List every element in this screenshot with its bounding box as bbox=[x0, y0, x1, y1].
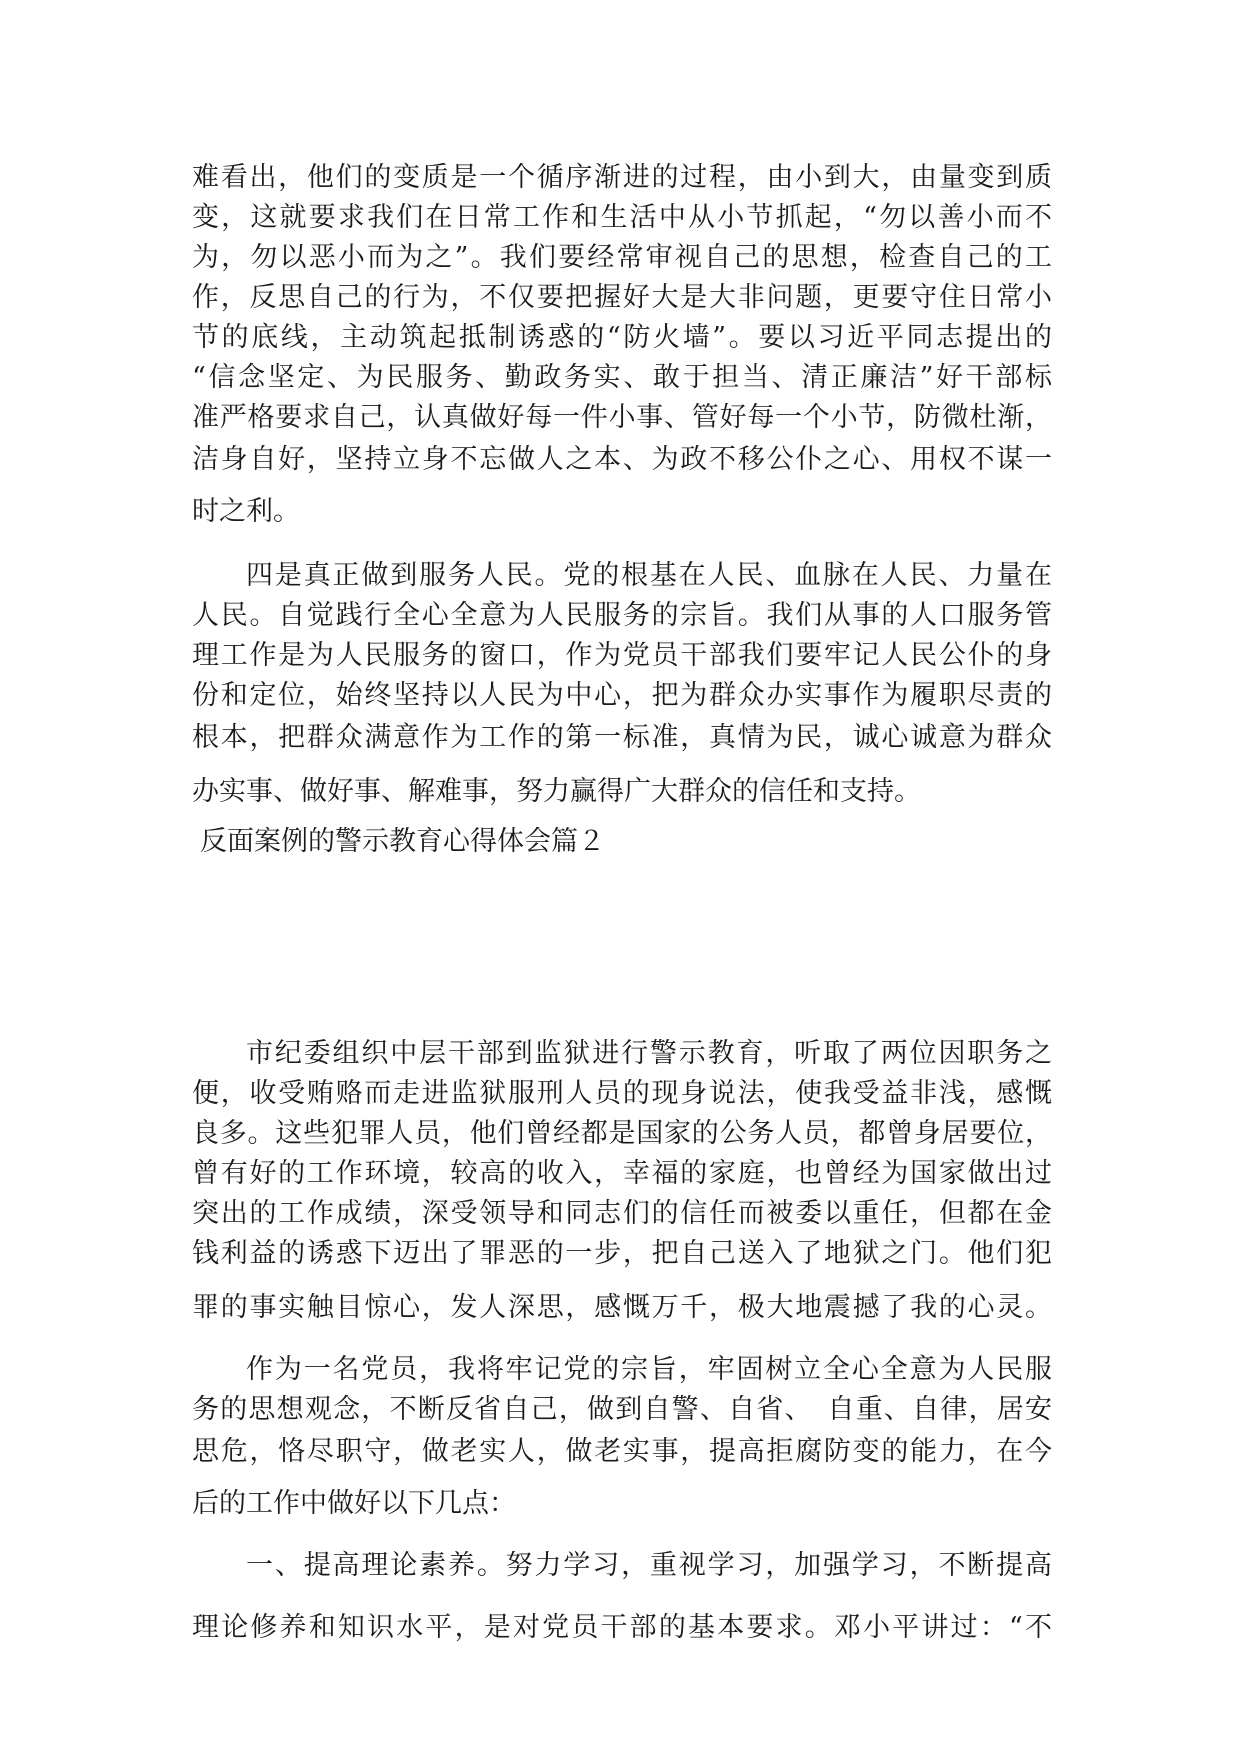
paragraph-line: 务的思想观念，不断反省自己，做到自警、自省、 自重、自律，居安 bbox=[192, 1394, 1052, 1425]
paragraph-line: 为，勿以恶小而为之”。我们要经常审视自己的思想，检查自己的工 bbox=[192, 242, 1052, 273]
paragraph-line: 份和定位，始终坚持以人民为中心，把为群众办实事作为履职尽责的 bbox=[192, 680, 1052, 711]
section-heading: 反面案例的警示教育心得体会篇２ bbox=[200, 826, 605, 857]
paragraph-line: 罪的事实触目惊心，发人深思，感慨万千，极大地震撼了我的心灵。 bbox=[192, 1292, 1052, 1323]
paragraph-line: 钱利益的诱惑下迈出了罪恶的一步，把自己送入了地狱之门。他们犯 bbox=[192, 1238, 1052, 1269]
paragraph-line: 节的底线，主动筑起抵制诱惑的“防火墙”。要以习近平同志提出的 bbox=[192, 322, 1052, 353]
paragraph-line: 理论修养和知识水平，是对党员干部的基本要求。邓小平讲过：“不 bbox=[192, 1612, 1052, 1643]
paragraph-line: 变，这就要求我们在日常工作和生活中从小节抓起，“勿以善小而不 bbox=[192, 202, 1052, 233]
paragraph-line: 便，收受贿赂而走进监狱服刑人员的现身说法，使我受益非浅，感慨 bbox=[192, 1078, 1052, 1109]
paragraph-line: 办实事、做好事、解难事，努力赢得广大群众的信任和支持。 bbox=[192, 776, 921, 807]
paragraph-line: 四是真正做到服务人民。党的根基在人民、血脉在人民、力量在 bbox=[246, 560, 1052, 591]
paragraph-line: 曾有好的工作环境，较高的收入，幸福的家庭，也曾经为国家做出过 bbox=[192, 1158, 1052, 1189]
paragraph-line: 后的工作中做好以下几点： bbox=[192, 1488, 516, 1519]
paragraph-line: 思危，恪尽职守，做老实人，做老实事，提高拒腐防变的能力，在今 bbox=[192, 1436, 1052, 1467]
paragraph-line: 突出的工作成绩，深受领导和同志们的信任而被委以重任，但都在金 bbox=[192, 1198, 1052, 1229]
paragraph-line: 洁身自好，坚持立身不忘做人之本、为政不移公仆之心、用权不谋一 bbox=[192, 444, 1052, 475]
paragraph-line: 一、提高理论素养。努力学习，重视学习，加强学习，不断提高 bbox=[246, 1550, 1052, 1581]
paragraph-line: 理工作是为人民服务的窗口，作为党员干部我们要牢记人民公仆的身 bbox=[192, 640, 1052, 671]
paragraph-line: 人民。自觉践行全心全意为人民服务的宗旨。我们从事的人口服务管 bbox=[192, 600, 1052, 631]
paragraph-line: 难看出，他们的变质是一个循序渐进的过程，由小到大，由量变到质 bbox=[192, 162, 1052, 193]
paragraph-line: 时之利。 bbox=[192, 496, 300, 527]
paragraph-line: “信念坚定、为民服务、勤政务实、敢于担当、清正廉洁”好干部标 bbox=[192, 362, 1052, 393]
paragraph-line: 良多。这些犯罪人员，他们曾经都是国家的公务人员，都曾身居要位， bbox=[192, 1118, 1052, 1149]
paragraph-line: 作为一名党员，我将牢记党的宗旨，牢固树立全心全意为人民服 bbox=[246, 1354, 1052, 1385]
paragraph-line: 市纪委组织中层干部到监狱进行警示教育，听取了两位因职务之 bbox=[246, 1038, 1052, 1069]
paragraph-line: 根本，把群众满意作为工作的第一标准，真情为民，诚心诚意为群众 bbox=[192, 722, 1052, 753]
paragraph-line: 准严格要求自己，认真做好每一件小事、管好每一个小节，防微杜渐， bbox=[192, 402, 1052, 433]
paragraph-line: 作，反思自己的行为，不仅要把握好大是大非问题，更要守住日常小 bbox=[192, 282, 1052, 313]
